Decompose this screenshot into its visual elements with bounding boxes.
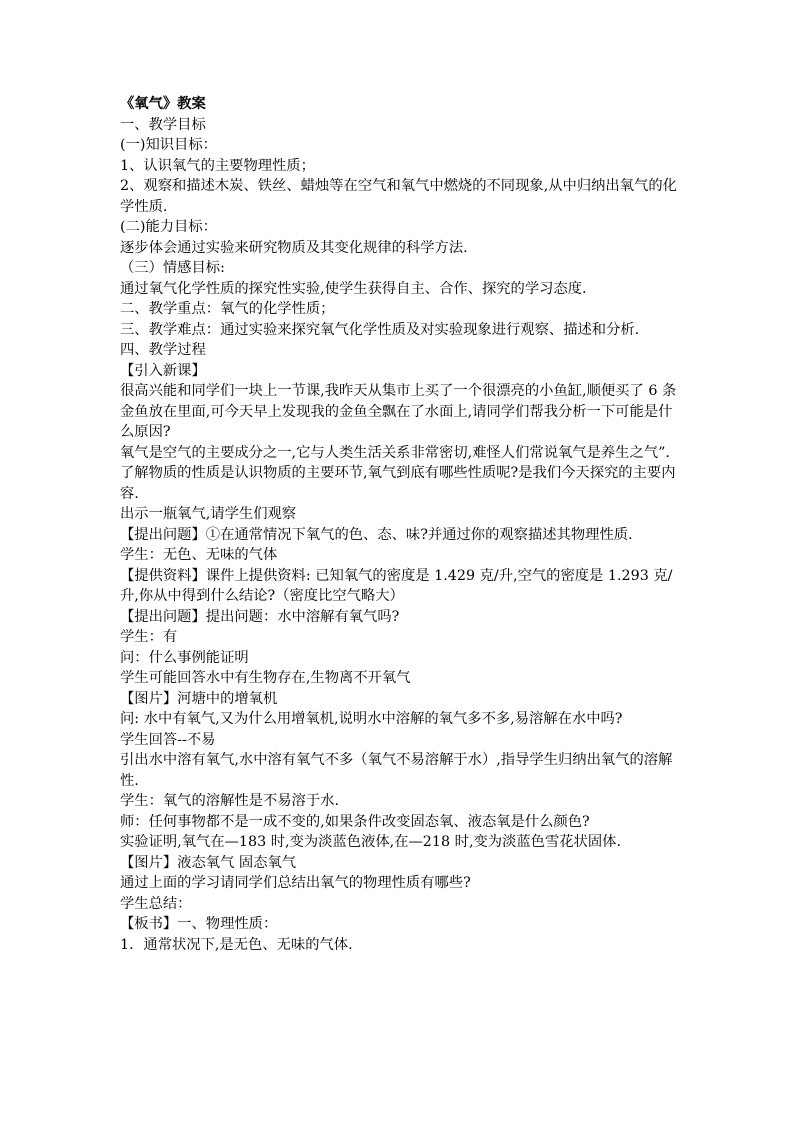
paragraph-8: 通过氧气化学性质的探究性实验,使学生获得自主、合作、探究的学习态度.	[120, 280, 587, 297]
paragraph-27: 学生：氧气的溶解性是不易溶于水.	[120, 793, 339, 809]
paragraph-14: 氧气是空气的主要成分之一,它与人类生活关系非常密切,难怪人们常说氧气是养生之气”.了解物质的性质是认识物质的主要环节,氧气到底有哪些性质呢?是我们今天探究的主要内容.	[120, 444, 676, 502]
paragraph-16: 【提出问题】①在通常情况下氧气的色、态、味?并通过你的观察描述其物理性质.	[120, 526, 633, 543]
paragraph-10: 三、教学难点：通过实验来探究氧气化学性质及对实验现象进行观察、描述和分析.	[120, 321, 640, 338]
paragraph-12: 【引入新课】	[120, 362, 206, 379]
paragraph-31: 通过上面的学习请同学们总结出氧气的物理性质有哪些?	[120, 875, 471, 891]
paragraph-18: 【提供资料】课件上提供资料: 已知氧气的密度是 1.429 克/升,空气的密度是 1.293 克/升,你从中得到什么结论?（密度比空气略大）	[120, 567, 673, 604]
paragraph-34: 1．通常状况下,是无色、无味的气体.	[120, 936, 353, 953]
document-title: 《氧气》教案	[120, 96, 206, 112]
paragraph-33: 【板书】一、物理性质：	[120, 916, 278, 932]
paragraph-29: 实验证明,氧气在—183 时,变为淡蓝色液体,在—218 时,变为淡蓝色雪花状固体.	[120, 834, 621, 850]
paragraph-19: 【提出问题】提出问题：水中溶解有氧气吗?	[120, 608, 400, 625]
paragraph-3: 1、认识氧气的主要物理性质；	[120, 157, 315, 174]
paragraph-9: 二、教学重点：氧气的化学性质；	[120, 301, 335, 317]
paragraph-20: 学生：有	[120, 629, 178, 645]
paragraph-11: 四、教学过程	[120, 342, 206, 358]
paragraph-25: 学生回答--不易	[120, 731, 216, 748]
paragraph-24: 问: 水中有氧气,又为什么用增氧机,说明水中溶解的氧气多不多,易溶解在水中吗?	[120, 711, 623, 727]
paragraph-17: 学生：无色、无味的气体	[120, 547, 278, 563]
paragraph-21: 问：什么事例能证明	[120, 649, 249, 666]
paragraph-32: 学生总结：	[120, 895, 192, 912]
paragraph-2: (一)知识目标：	[120, 137, 217, 153]
paragraph-7: （三）情感目标:	[120, 260, 225, 276]
paragraph-30: 【图片】液态氧气 固态氧气	[120, 854, 297, 871]
paragraph-13: 很高兴能和同学们一块上一节课,我昨天从集市上买了一个很漂亮的小鱼缸,顺便买了 6 条金鱼放在里面,可今天早上发现我的金鱼全飘在了水面上,请同学们帮我分析一下可能是什么原因?	[120, 383, 677, 440]
paragraph-5: (二)能力目标：	[120, 219, 217, 235]
document-body	[120, 94, 680, 955]
paragraph-4: 2、观察和描述木炭、铁丝、蜡烛等在空气和氧气中燃烧的不同现象,从中归纳出氧气的化学性质.	[120, 178, 677, 215]
paragraph-6: 逐步体会通过实验来研究物质及其变化规律的科学方法.	[120, 239, 468, 256]
paragraph-28: 师：任何事物都不是一成不变的,如果条件改变固态氧、液态氧是什么颜色?	[120, 813, 590, 830]
paragraph-15: 出示一瓶氧气,请学生们观察	[120, 506, 297, 522]
paragraph-23: 【图片】河塘中的增氧机	[120, 690, 278, 707]
paragraph-22: 学生可能回答水中有生物存在,生物离不开氧气	[120, 670, 411, 686]
paragraph-1: 一、教学目标	[120, 116, 206, 133]
paragraph-26: 引出水中溶有氧气,水中溶有氧气不多（氧气不易溶解于水）,指导学生归纳出氧气的溶解性.	[120, 752, 673, 789]
